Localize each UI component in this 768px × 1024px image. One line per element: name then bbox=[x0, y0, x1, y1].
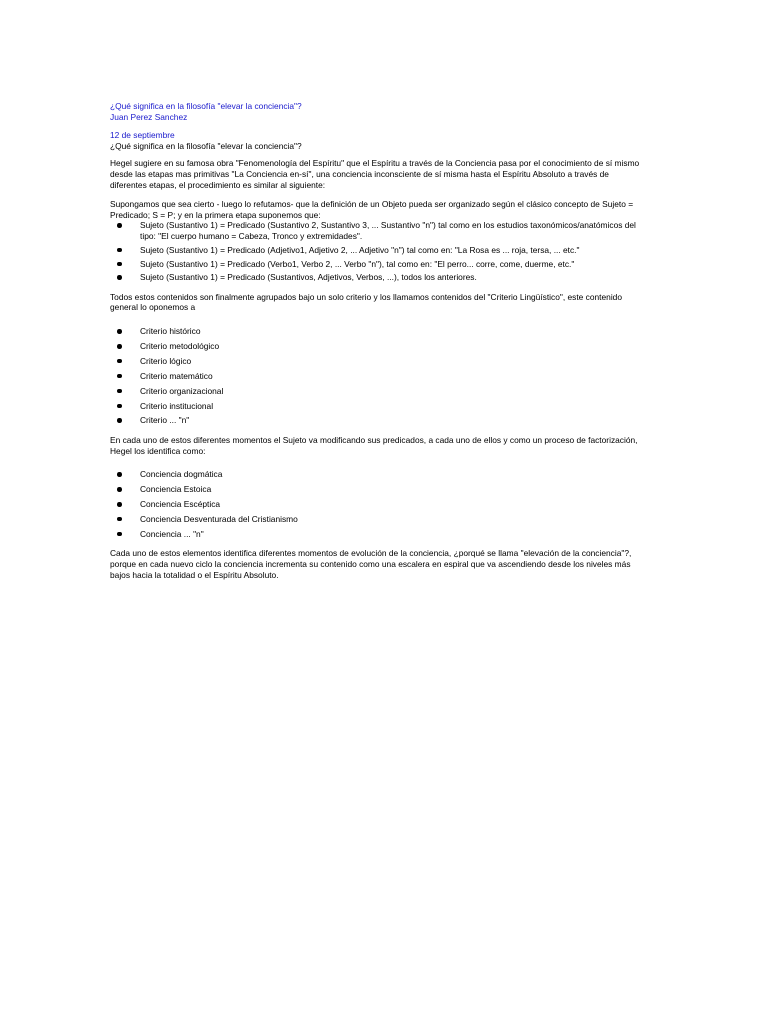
paragraph-todos: Todos estos contenidos son finalmente agrupados bajo un solo criterio y los llamamos contenidos del "Criterio Lingüístico", este contenido general lo oponemos a bbox=[110, 291, 622, 313]
list-item-text: Conciencia dogmática bbox=[140, 469, 223, 480]
list-item-text: Sujeto (Sustantivo 1) = Predicado (Sustantivo 2, Sustantivo 3, ... Sustantivo "n") tal como en los estudios taxonómicos/anatómicos del tipo: "El cuerpo humano = Cabeza, Tronco y extremidades". bbox=[140, 220, 636, 241]
sujeto-list bbox=[110, 220, 640, 283]
list-item bbox=[110, 401, 640, 412]
list-item bbox=[110, 529, 640, 540]
list-item-text: Conciencia Estoica bbox=[140, 484, 212, 495]
article-subtitle: ¿Qué significa en la filosofía "elevar la conciencia"? bbox=[110, 140, 302, 151]
bullet-icon bbox=[117, 404, 122, 409]
list-item-text: Criterio organizacional bbox=[140, 385, 224, 396]
list-item bbox=[110, 415, 640, 426]
bullet-icon bbox=[117, 223, 122, 228]
list-item bbox=[110, 484, 640, 495]
bullet-icon bbox=[117, 517, 122, 522]
list-item bbox=[110, 386, 640, 397]
paragraph-supongamos: Supongamos que sea cierto - luego lo refutamos- que la definición de un Objeto pueda ser organizado según el clásico concepto de Sujeto = Predicado; S = P; y en la primera etapa suponemos que: bbox=[110, 199, 634, 220]
list-item bbox=[110, 220, 640, 241]
list-item-text: Criterio matemático bbox=[140, 370, 213, 381]
bullet-icon bbox=[117, 389, 122, 394]
bullet-icon bbox=[117, 502, 122, 507]
author-name: Juan Perez Sanchez bbox=[110, 111, 188, 122]
bullet-icon bbox=[117, 487, 122, 492]
list-item-text: Sujeto (Sustantivo 1) = Predicado (Sustantivos, Adjetivos, Verbos, ...), todos los anteriores. bbox=[140, 272, 477, 283]
bullet-icon bbox=[117, 329, 122, 334]
list-item bbox=[110, 245, 640, 256]
list-item-text: Conciencia Escéptica bbox=[140, 498, 221, 509]
list-item-text: Criterio institucional bbox=[140, 400, 214, 411]
list-item bbox=[110, 272, 640, 283]
list-item-text: Criterio lógico bbox=[140, 355, 192, 366]
list-item-text: Sujeto (Sustantivo 1) = Predicado (Verbo1, Verbo 2, ... Verbo "n"), tal como en: "El perro... corre, come, duerme, etc." bbox=[140, 258, 575, 269]
list-item bbox=[110, 259, 640, 270]
list-item bbox=[110, 514, 640, 525]
list-item-text: Criterio metodológico bbox=[140, 340, 220, 351]
bullet-icon bbox=[117, 359, 122, 364]
list-item-text: Criterio ... "n" bbox=[140, 415, 190, 426]
paragraph-cada-momento: En cada uno de estos diferentes momentos el Sujeto va modificando sus predicados, a cada uno de ellos y como un proceso de factorización, Hegel los identifica como: bbox=[110, 435, 638, 456]
paragraph-conclusion: Cada uno de estos elementos identifica diferentes momentos de evolución de la conciencia, ¿porqué se llama "elevación de la conciencia"?, porque en cada nuevo ciclo la conciencia incrementa su contenido como una escalera en espiral que va ascendiendo desde los niveles más bajos hacia la totalidad o el Espíritu Absoluto. bbox=[110, 548, 632, 580]
bullet-icon bbox=[117, 275, 122, 280]
list-item bbox=[110, 326, 640, 337]
list-item bbox=[110, 356, 640, 367]
bullet-icon bbox=[117, 532, 122, 537]
conciencia-list bbox=[110, 469, 640, 539]
paragraph-intro: Hegel sugiere en su famosa obra "Fenomenología del Espíritu" que el Espíritu a través de la Conciencia pasa por el conocimiento de sí mismo desde las etapas mas primitivas "La Conciencia en-sí", una conciencia inconsciente de sí misma hasta el Espíritu Absoluto a través de diferentes etapas, el procedimiento es similar al siguiente: bbox=[110, 158, 640, 190]
list-item bbox=[110, 371, 640, 382]
list-item bbox=[110, 341, 640, 352]
list-item-text: Criterio histórico bbox=[140, 326, 201, 337]
bullet-icon bbox=[117, 472, 122, 477]
bullet-icon bbox=[117, 344, 122, 349]
list-item-text: Sujeto (Sustantivo 1) = Predicado (Adjetivo1, Adjetivo 2, ... Adjetivo "n") tal como en: "La Rosa es ... roja, tersa, ... etc." bbox=[140, 244, 580, 255]
bullet-icon bbox=[117, 248, 122, 253]
list-item-text: Conciencia ... "n" bbox=[140, 528, 204, 539]
bullet-icon bbox=[117, 262, 122, 267]
list-item-text: Conciencia Desventurada del Cristianismo bbox=[140, 513, 298, 524]
document-body bbox=[110, 101, 640, 580]
bullet-icon bbox=[117, 418, 122, 423]
bullet-icon bbox=[117, 374, 122, 379]
article-date: 12 de septiembre bbox=[110, 130, 175, 141]
list-item bbox=[110, 499, 640, 510]
article-title: ¿Qué significa en la filosofía "elevar la conciencia"? bbox=[110, 101, 302, 111]
criterio-list bbox=[110, 326, 640, 426]
list-item bbox=[110, 469, 640, 480]
